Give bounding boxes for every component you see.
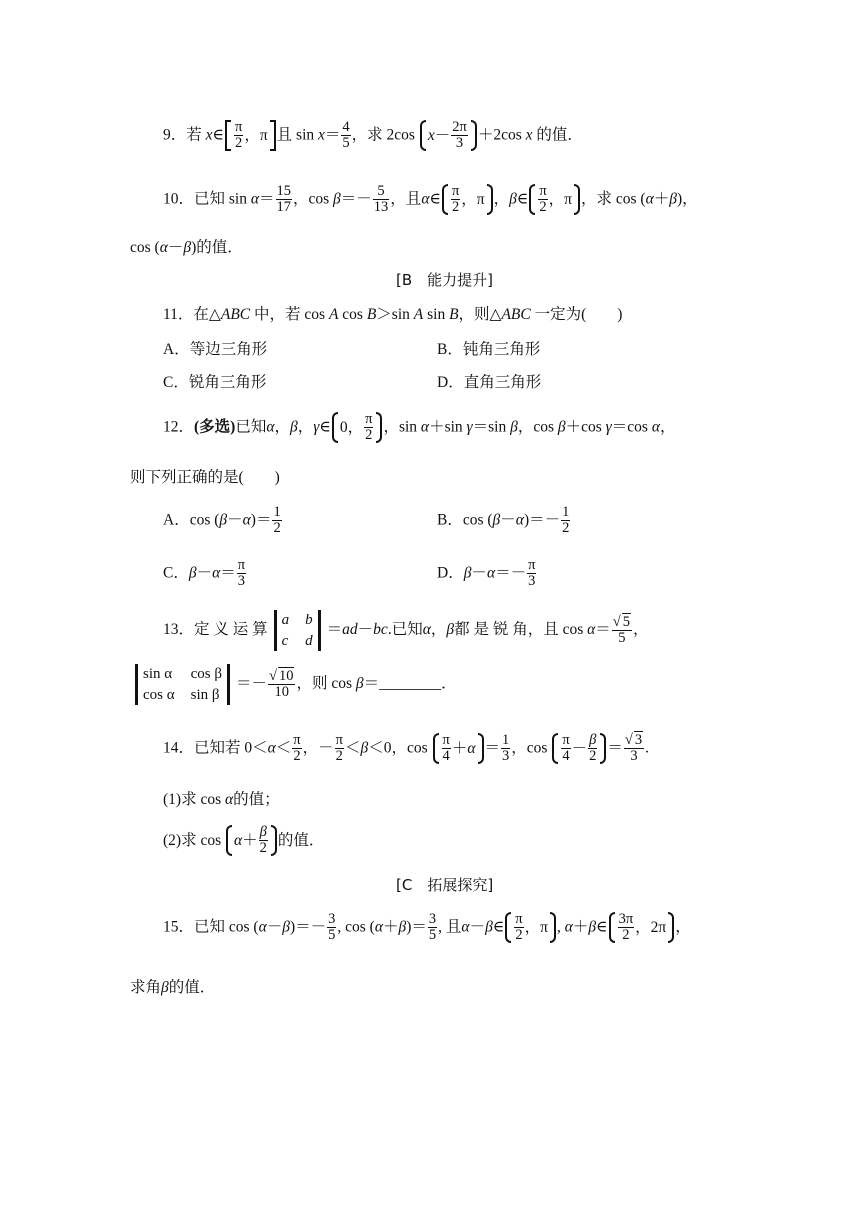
- paren-group: π 4 ＋ α: [433, 733, 484, 764]
- multi-select-tag: (多选): [194, 418, 236, 436]
- q13-text: ，: [633, 621, 649, 639]
- eq: ＝: [324, 126, 341, 144]
- q9-text: 且 sin: [276, 126, 319, 144]
- question-12: [163, 412, 675, 443]
- minus: －: [167, 239, 184, 256]
- term-bc: bc: [373, 621, 388, 639]
- var-alpha: α: [421, 190, 430, 208]
- fraction: $\frac{\pi}{3}$: [237, 557, 246, 590]
- question-15: [163, 912, 691, 943]
- in-symbol: ∈: [212, 126, 225, 144]
- var-beta: β: [282, 918, 290, 936]
- fraction: $\frac{\pi}{3}$: [528, 557, 536, 590]
- var-gamma: γ: [605, 418, 612, 436]
- q13-text: ＝: [326, 621, 343, 639]
- var-alpha: α: [645, 190, 654, 208]
- q10-text: )，: [676, 190, 698, 208]
- fraction: $\frac{√ 3}{3}$: [624, 732, 643, 765]
- var-b: B: [449, 306, 459, 323]
- question-9: [163, 120, 583, 151]
- var-alpha: α: [225, 791, 234, 808]
- in-symbol: ∈: [492, 918, 505, 936]
- var-alpha: α: [651, 418, 660, 436]
- question-14-part-1: [163, 792, 280, 808]
- q10-text: ，: [493, 190, 510, 208]
- var-alpha: α: [242, 511, 251, 529]
- fraction: $\frac{√ 10}{10}$: [269, 667, 294, 700]
- var-alpha: α: [159, 239, 168, 256]
- fraction: $\frac{3}{5}$: [328, 911, 336, 944]
- var-beta: β: [492, 511, 501, 529]
- q10-text: 10．已知 sin: [163, 190, 251, 208]
- option-text: )＝－: [523, 511, 561, 529]
- q12-text: ，cos: [517, 418, 558, 436]
- question-14: [163, 733, 649, 764]
- q15-text: 的值．: [168, 979, 216, 996]
- minus: －: [196, 564, 213, 582]
- fraction: $\frac{1}{2}$: [562, 504, 570, 537]
- question-10-cont: [130, 240, 243, 256]
- var-beta: β: [463, 564, 472, 582]
- q9-text: 的值．: [532, 126, 583, 144]
- option-text: B．cos (: [437, 511, 493, 529]
- q12-text: ＝cos: [611, 418, 652, 436]
- determinant: sin α cos β cos α sin β: [135, 664, 235, 705]
- eq: ＝: [595, 621, 611, 639]
- var-beta: β: [355, 675, 364, 693]
- question-12-cont: 则下列正确的是( ): [130, 469, 280, 486]
- triangle-abc: ABC: [501, 306, 531, 323]
- q12-text: ，: [659, 418, 676, 436]
- var-alpha: α: [374, 918, 383, 936]
- var-a: A: [328, 306, 339, 323]
- fraction: $\frac{1}{2}$: [273, 504, 281, 537]
- eq: ＝: [607, 739, 623, 757]
- q14-text: 的值．: [277, 831, 325, 849]
- determinant: a b c d: [269, 610, 326, 651]
- var-beta: β: [588, 918, 597, 936]
- var-b: B: [366, 306, 377, 323]
- q12-text: ＋sin: [429, 418, 467, 436]
- var-beta: β: [510, 418, 518, 436]
- var-beta: β: [509, 190, 517, 208]
- q14-text: ＜: [344, 739, 361, 757]
- fraction: π 2: [235, 119, 243, 152]
- paren-group: π 2 ，π: [442, 184, 493, 215]
- fraction: $\frac{\pi}{2}$: [335, 732, 343, 765]
- q15-text: )＝: [406, 918, 427, 936]
- q10-text: ，cos: [293, 190, 334, 208]
- q12-text: 已知: [235, 418, 267, 436]
- var-beta: β: [290, 418, 298, 436]
- q13-text: 都 是 锐 角，且 cos: [454, 621, 588, 639]
- option-text: ＝－: [495, 564, 527, 582]
- q11-option-a: A．等边三角形: [163, 341, 268, 358]
- fraction: $\frac{15}{17}$: [276, 183, 291, 216]
- q15-text: 15．已知 cos (: [163, 918, 259, 936]
- interval-bracket: π 2 ，π: [225, 120, 276, 151]
- q11-option-b: B．钝角三角形: [437, 341, 541, 358]
- eq: ＝－: [340, 190, 372, 208]
- q11-option-c: C．锐角三角形: [163, 374, 267, 391]
- q15-text: ，: [675, 918, 691, 936]
- option-text: D．: [437, 564, 464, 582]
- var-x: x: [525, 126, 533, 144]
- question-14-part-2: [163, 825, 324, 856]
- var-beta: β: [485, 918, 493, 936]
- q12-text: ，: [297, 418, 314, 436]
- q12-option-c: [163, 558, 247, 589]
- var-beta: β: [188, 564, 197, 582]
- paren-group: x － 2π 3: [420, 120, 477, 151]
- option-text: A．cos (: [163, 511, 220, 529]
- q13-text: ，则 cos: [296, 675, 356, 693]
- q12-option-a: [163, 505, 283, 536]
- option-text: ＝: [220, 564, 236, 582]
- minus: －: [500, 511, 516, 529]
- fraction: $\frac{3}{5}$: [428, 911, 437, 944]
- minus: －: [227, 511, 243, 529]
- paren-group: α ＋ β 2: [226, 825, 277, 856]
- q11-text: ＞sin: [376, 306, 414, 323]
- q11-text: 一定为( ): [530, 306, 623, 323]
- q10-text: cos (: [130, 239, 160, 256]
- var-alpha: α: [266, 418, 275, 436]
- minus: －: [469, 918, 486, 936]
- minus: －: [471, 564, 487, 582]
- q9-text: ，求 2cos: [351, 126, 419, 144]
- triangle-abc: ABC: [220, 306, 251, 323]
- q14-text: (2)求 cos: [163, 831, 225, 849]
- minus: －: [266, 918, 283, 936]
- in-symbol: ∈: [596, 918, 608, 936]
- q11-text: cos: [338, 306, 367, 323]
- var-alpha: α: [212, 564, 221, 582]
- q15-text: , 且: [438, 918, 462, 936]
- q11-text: 11．在△: [163, 306, 221, 323]
- q13-blank: ＝________．: [363, 675, 457, 693]
- q15-text: , cos (: [337, 918, 375, 936]
- var-x: x: [205, 126, 213, 144]
- q11-text: 中，若 cos: [250, 306, 329, 323]
- q15-text: 求角: [130, 979, 162, 996]
- in-symbol: ∈: [516, 190, 529, 208]
- q13-text: ，: [430, 621, 447, 639]
- q10-text: ，求 cos (: [580, 190, 646, 208]
- plus: ＋: [382, 918, 399, 936]
- var-alpha: α: [564, 918, 573, 936]
- q14-text: ＜: [275, 739, 292, 757]
- q11-option-d: D．直角三角形: [437, 374, 542, 391]
- q14-text: ，－: [302, 739, 334, 757]
- section-c-heading: [C 拓展探究]: [396, 876, 494, 894]
- q10-text: ，且: [390, 190, 422, 208]
- in-symbol: ∈: [319, 418, 331, 436]
- var-beta: β: [161, 979, 169, 996]
- q14-text: (1)求 cos: [163, 791, 225, 808]
- var-gamma: γ: [466, 418, 473, 436]
- q13-text: 13．定 义 运 算: [163, 621, 268, 639]
- q12-text: ＋cos: [565, 418, 606, 436]
- q11-text: ，则△: [458, 306, 502, 323]
- q15-text: )＝－: [289, 918, 327, 936]
- var-alpha: α: [461, 918, 470, 936]
- eq: ＝: [484, 739, 501, 757]
- eq: ＝: [258, 190, 275, 208]
- paren-group: π 2 ，π: [505, 912, 556, 943]
- q12-option-b: [437, 505, 571, 536]
- var-alpha: α: [515, 511, 524, 529]
- question-15-cont: [130, 980, 215, 996]
- question-10: [163, 184, 698, 215]
- q13-text: .已知: [387, 621, 423, 639]
- fraction: $\frac{1}{3}$: [502, 732, 510, 765]
- q9-text: ＋2cos: [477, 126, 526, 144]
- var-beta: β: [219, 511, 228, 529]
- var-gamma: γ: [313, 418, 320, 436]
- q12-text: ＝sin: [472, 418, 511, 436]
- paren-group: 3π 2 ，2π: [609, 912, 675, 943]
- var-alpha: α: [258, 918, 267, 936]
- plus: ＋: [653, 190, 670, 208]
- question-13-cont: [134, 664, 457, 705]
- q14-text: 的值；: [233, 791, 280, 808]
- q10-text: )的值．: [191, 239, 243, 256]
- minus: －: [357, 621, 374, 639]
- fraction: $\frac{5}{13}$: [373, 183, 389, 216]
- question-13: [163, 610, 649, 651]
- q14-text: ，cos: [511, 739, 552, 757]
- var-beta: β: [669, 190, 677, 208]
- fraction: $\frac{\pi}{2}$: [293, 732, 301, 765]
- var-a: A: [413, 306, 424, 323]
- var-alpha: α: [250, 190, 259, 208]
- option-text: C．: [163, 564, 189, 582]
- paren-group: 0， π 2: [332, 412, 383, 443]
- question-11: [163, 307, 622, 323]
- var-alpha: α: [486, 564, 496, 582]
- option-text: )＝: [250, 511, 272, 529]
- q14-text: ＜0，cos: [368, 739, 432, 757]
- q12-text: ，sin: [383, 418, 421, 436]
- section-b-heading: [B 能力提升]: [396, 271, 493, 289]
- q12-option-d: [437, 558, 537, 589]
- var-x: x: [318, 126, 325, 144]
- fraction: $\frac{4}{5}$: [342, 119, 350, 152]
- paren-group: π 2 ，π: [529, 184, 580, 215]
- var-beta: β: [446, 621, 455, 639]
- q12-text: 12．: [163, 418, 195, 436]
- q11-text: sin: [423, 306, 450, 323]
- var-alpha: α: [587, 621, 596, 639]
- q12-text: ，: [274, 418, 291, 436]
- paren-group: π 4 － β 2: [552, 733, 606, 764]
- in-symbol: ∈: [429, 190, 441, 208]
- term-ad: ad: [342, 621, 358, 639]
- fraction: $\frac{√ 5}{5}$: [612, 613, 631, 646]
- var-beta: β: [333, 190, 341, 208]
- q15-text: ,: [556, 918, 565, 936]
- var-beta: β: [398, 918, 407, 936]
- q13-text: ＝－: [236, 675, 268, 693]
- var-beta: β: [557, 418, 566, 436]
- q14-text: .: [645, 739, 650, 757]
- var-beta: β: [183, 239, 192, 256]
- var-alpha: α: [420, 418, 430, 436]
- var-alpha: α: [422, 621, 431, 639]
- q14-text: 14．已知若 0＜: [163, 739, 268, 757]
- plus: ＋: [572, 918, 589, 936]
- var-alpha: α: [267, 739, 276, 757]
- var-beta: β: [360, 739, 369, 757]
- q9-text: 9．若: [163, 126, 206, 144]
